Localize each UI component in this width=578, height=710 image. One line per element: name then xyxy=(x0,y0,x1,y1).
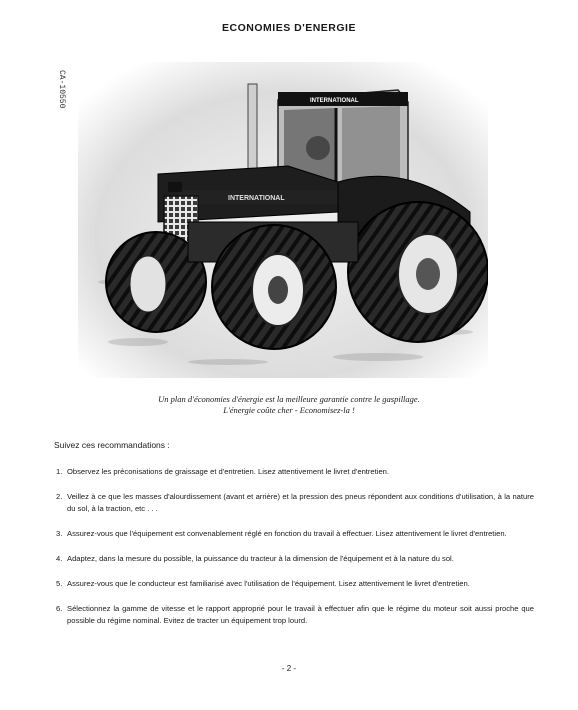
recommendations-heading: Suivez ces recommandations : xyxy=(54,440,170,450)
recommendation-text: Adaptez, dans la mesure du possible, la puissance du tracteur à la dimension de l'équipement et à la nature du sol. xyxy=(67,554,454,563)
svg-text:INTERNATIONAL: INTERNATIONAL xyxy=(228,195,285,202)
recommendation-item xyxy=(56,578,534,590)
recommendation-text: Assurez-vous que le conducteur est familiarisé avec l'utilisation de l'équipement. Lisez attentivement le livret d'entretien. xyxy=(67,579,470,588)
recommendation-item xyxy=(56,603,534,627)
recommendation-item xyxy=(56,553,534,565)
recommendation-text: Observez les préconisations de graissage et d'entretien. Lisez attentivement le livret d'entretien. xyxy=(67,467,390,476)
recommendation-number: 2. xyxy=(56,492,63,501)
photo-serial-code: CA-10550 xyxy=(57,70,66,109)
rear-wheel xyxy=(348,202,488,342)
recommendations-list xyxy=(56,466,534,640)
recommendation-number: 1. xyxy=(56,467,63,476)
page-title: ECONOMIES D'ENERGIE xyxy=(222,22,356,34)
front-right-wheel xyxy=(212,225,336,349)
recommendation-number: 3. xyxy=(56,529,63,538)
svg-text:INTERNATIONAL: INTERNATIONAL xyxy=(310,98,359,104)
tractor-photo xyxy=(78,62,488,378)
recommendation-text: Veillez à ce que les masses d'alourdissement (avant et arrière) et la pression des pneus répondent aux conditions d'utilisation, à la nature du sol, à la traction, etc . . . xyxy=(67,492,534,513)
photo-caption xyxy=(0,394,578,416)
recommendation-item xyxy=(56,491,534,515)
recommendation-item xyxy=(56,528,534,540)
recommendation-number: 6. xyxy=(56,604,63,613)
recommendation-item xyxy=(56,466,534,478)
caption-line-2: L'énergie coûte cher - Economisez-la ! xyxy=(223,405,355,415)
page-number: - 2 - xyxy=(281,664,297,673)
recommendation-number: 4. xyxy=(56,554,63,563)
recommendation-text: Assurez-vous que l'équipement est convenablement réglé en fonction du travail à effectuer. Lisez attentivement le livret d'entretien. xyxy=(67,529,507,538)
recommendation-text: Sélectionnez la gamme de vitesse et le rapport approprié pour le travail à effectuer afin que le régime du moteur soit aussi proche que possible du régime nominal. Evitez de tracter un équipement trop lourd. xyxy=(67,604,534,625)
caption-line-1: Un plan d'économies d'énergie est la meilleure garantie contre le gaspillage. xyxy=(158,394,420,404)
recommendation-number: 5. xyxy=(56,579,63,588)
tractor-illustration xyxy=(78,62,488,378)
